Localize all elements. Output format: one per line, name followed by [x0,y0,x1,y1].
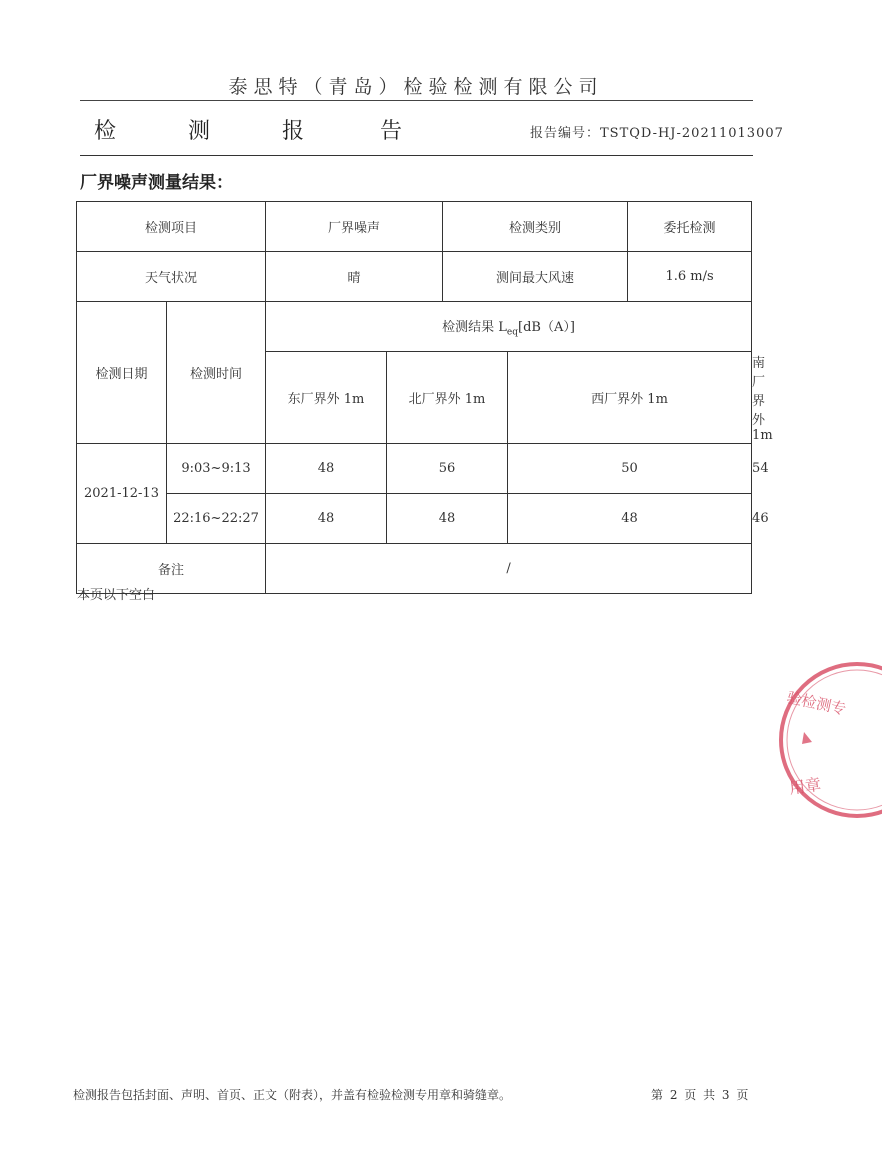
page-number: 第 2 页 共 3 页 [651,1088,749,1102]
test-time: 9:03~9:13 [167,444,266,494]
table-row [77,252,752,302]
company-name: 泰思特（青岛）检验检测有限公司 [228,76,604,98]
table-row [77,202,752,252]
type-value: 委托检测 [628,202,752,252]
item-label: 检测项目 [77,202,266,252]
table-row [77,544,752,594]
title-char: 报 [282,119,305,144]
header-divider [80,100,753,101]
result-prefix: 检测结果 L [442,319,507,335]
result-header [266,302,752,352]
table-row: 2021-12-13 9:03~9:13 48 56 50 54 [77,444,752,494]
item-value: 厂界噪声 [266,202,443,252]
title-char: 测 [188,119,211,144]
position-west: 西厂界外 1m [508,352,752,444]
report-number: 报告编号：TSTQD-HJ-20211013007 [530,126,784,141]
seal-text: 用章 [787,774,823,798]
weather-label: 天气状况 [77,252,266,302]
value-cell: 48 [508,494,752,544]
table-row: 东厂界外 1m 北厂界外 1m 西厂界外 1m 南厂界外 1m [77,352,752,444]
result-subscript: eq [506,327,518,338]
date-label: 检测日期 [77,302,167,444]
footer-note: 检测报告包括封面、声明、首页、正文（附表），并盖有检验检测专用章和骑缝章。 [73,1088,512,1102]
result-suffix: [dB（A）] [518,319,575,335]
table-row [77,302,752,352]
test-date: 2021-12-13 [77,444,167,544]
official-seal [772,662,882,818]
report-title-row [80,104,784,154]
table-row: 22:16~22:27 48 48 48 46 [77,494,752,544]
title-char: 告 [380,119,403,144]
value-cell: 48 [266,494,387,544]
blank-note: 本页以下空白 [77,588,156,603]
value-cell: 56 [387,444,508,494]
title-char: 检 [94,119,117,144]
remark-label: 备注 [77,544,266,594]
test-time: 22:16~22:27 [167,494,266,544]
weather-value: 晴 [266,252,443,302]
type-label: 检测类别 [443,202,628,252]
value-cell: 50 [508,444,752,494]
time-label: 检测时间 [167,302,266,444]
noise-results-table [76,201,773,594]
section-title: 厂界噪声测量结果： [80,173,233,193]
value-cell: 48 [266,444,387,494]
position-east: 东厂界外 1m [266,352,387,444]
title-divider [80,155,753,156]
remark-value: / [266,544,752,594]
value-cell: 48 [387,494,508,544]
wind-label: 测间最大风速 [443,252,628,302]
seal-text: 验检测专 [785,688,848,719]
wind-value: 1.6 m/s [628,252,752,302]
position-north: 北厂界外 1m [387,352,508,444]
